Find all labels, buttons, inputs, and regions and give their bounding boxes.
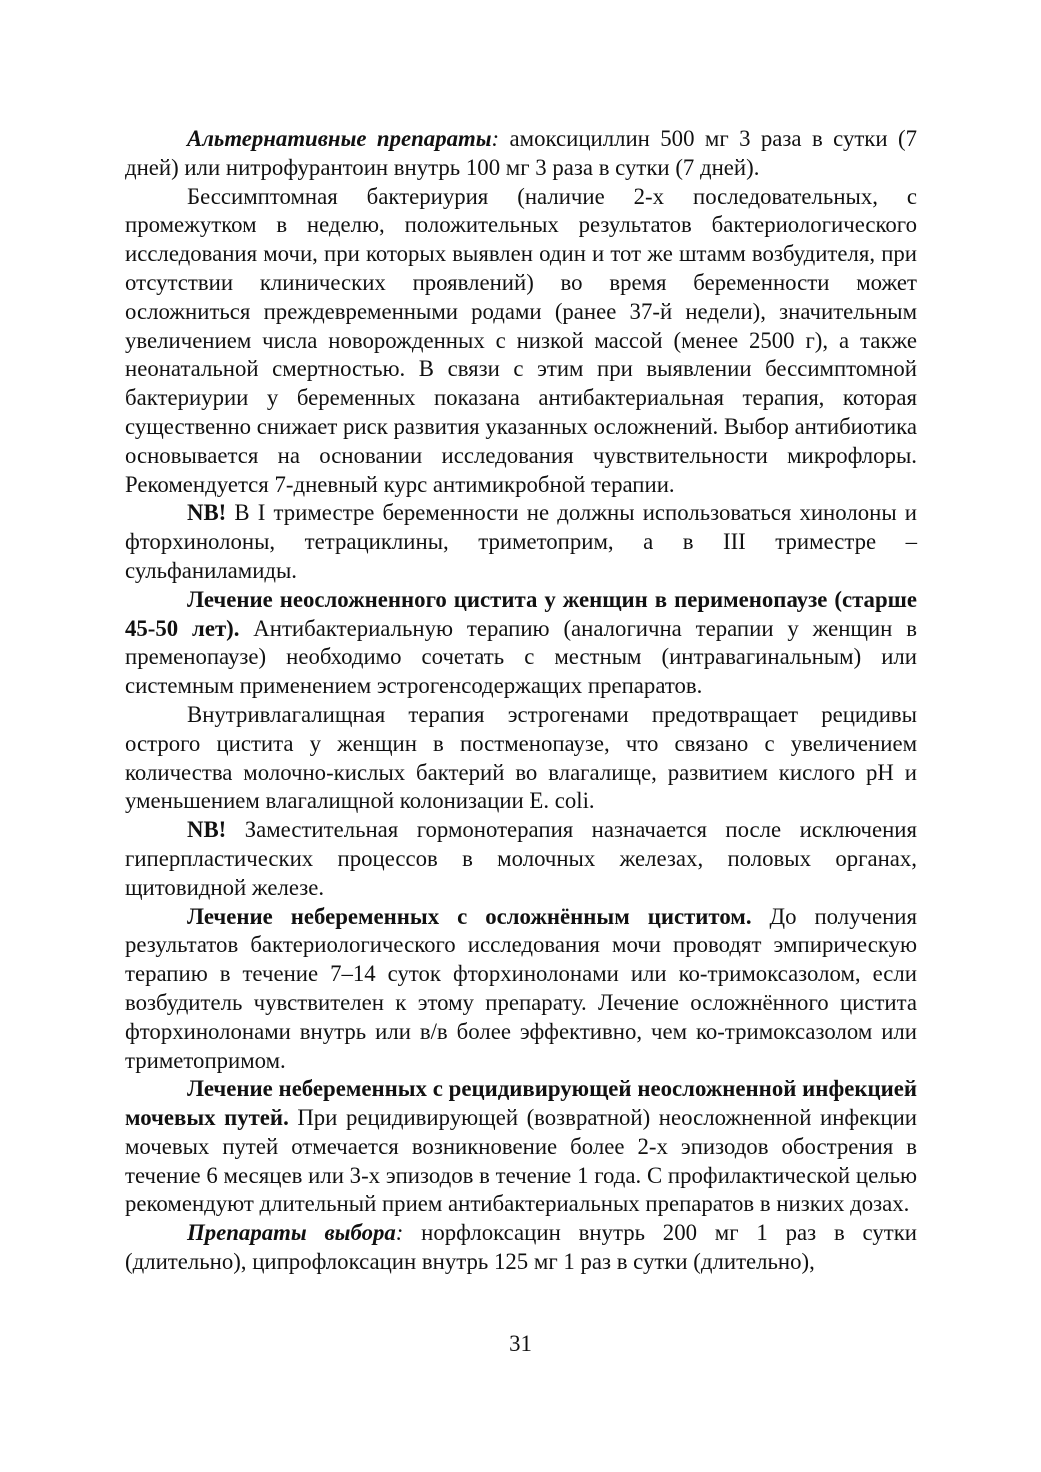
paragraph-lead: Препараты выбора: [187, 1220, 396, 1246]
paragraph-text: Бессимптомная бактериурия (наличие 2-х последовательных, с промежутком в неделю, положительных результатов бактериологического исследования мочи, при которых выявлен один и тот же штамм возбудителя, при отсутствии клинических проявлений) во время беременности может осложниться преждевременными родами (ранее 37-й недели), значительным увеличением числа новорожденных с низкой массой (менее 2500 г), а также неонатальной смертностью. В связи с этим при выявлении бессимптомной бактериурии у беременных показана антибактериальная терапия, которая существенно снижает риск развития указанных осложнений. Выбор антибиотика основывается на основании исследования чувствительности микрофлоры. Рекомендуется 7-дневный курс антимикробной терапии.: [125, 183, 917, 497]
paragraph-complicated-cystitis: [125, 903, 917, 1076]
paragraph-text: норфлоксацин внутрь 200 мг 1 раз в сутки (длительно), ципрофлоксацин внутрь 125 мг 1 раз в сутки (длительно),: [125, 1220, 917, 1275]
paragraph-lead: NB!: [187, 817, 227, 843]
paragraph-nb-hormone-therapy: [125, 816, 917, 902]
paragraph-recurrent-infection: [125, 1075, 917, 1219]
paragraph-lead: NB!: [187, 500, 227, 526]
paragraph-intravaginal-estrogen: [125, 701, 917, 816]
paragraph-perimenopause-treatment: [125, 586, 917, 701]
paragraph-lead-suffix: :: [395, 1220, 404, 1246]
paragraph-text: При рецидивирующей (возвратной) неосложненной инфекции мочевых путей отмечается возникновение более 2-х эпизодов обострения в течение 6 месяцев или 3-х эпизодов в течение 1 года. С профилактической целью рекомендуют длительный прием антибактериальных препаратов в низких дозах.: [125, 1105, 917, 1217]
paragraph-nb-first-trimester: [125, 499, 917, 585]
paragraph-lead-suffix: :: [491, 126, 500, 151]
paragraph-lead: Лечение неосложненного цистита у женщин в перименопаузе (старше 45-50 лет).: [125, 586, 917, 641]
paragraph-drugs-of-choice: [125, 1219, 917, 1277]
page-body: [125, 125, 917, 1277]
paragraph-text: амоксициллин 500 мг 3 раза в сутки (7 дней) или нитрофурантоин внутрь 100 мг 3 раза в сутки (7 дней).: [125, 126, 917, 180]
paragraph-lead: Лечение небеременных с осложнённым циститом.: [187, 903, 752, 929]
paragraph-text: В I триместре беременности не должны использоваться хинолоны и фторхинолоны, тетрациклины, триметоприм, а в III триместре – сульфаниламиды.: [125, 500, 917, 583]
paragraph-alternative-drugs: [125, 125, 917, 183]
paragraph-lead: Лечение небеременных с рецидивирующей неосложненной инфекцией мочевых путей.: [125, 1076, 917, 1131]
paragraph-lead: Альтернативные препараты: [187, 126, 492, 151]
paragraph-text: Внутривлагалищная терапия эстрогенами предотвращает рецидивы острого цистита у женщин в постменопаузе, что связано с увеличением количества молочно-кислых бактерий во влагалище, развитием кислого pH и уменьшением влагалищной колонизации E. coli.: [125, 701, 917, 814]
page-number: 31: [509, 1331, 532, 1356]
paragraph-asymptomatic-bacteriuria: [125, 183, 917, 500]
paragraph-text: Антибактериальную терапию (аналогична терапии у женщин в пременопаузе) необходимо сочетать с местным (интравагинальным) или системным применением эстрогенсодержащих препаратов.: [125, 615, 917, 699]
paragraph-text: Заместительная гормонотерапия назначается после исключения гиперпластических процессов в молочных железах, половых органах, щитовидной железе.: [125, 817, 917, 900]
paragraph-text: До получения результатов бактериологического исследования мочи проводят эмпирическую терапию в течение 7–14 суток фторхинолонами или ко-тримоксазолом, если возбудитель чувствителен к этому препарату. Лечение осложнённого цистита фторхинолонами внутрь или в/в более эффективно, чем ко-тримоксазолом или триметопримом.: [125, 903, 917, 1073]
